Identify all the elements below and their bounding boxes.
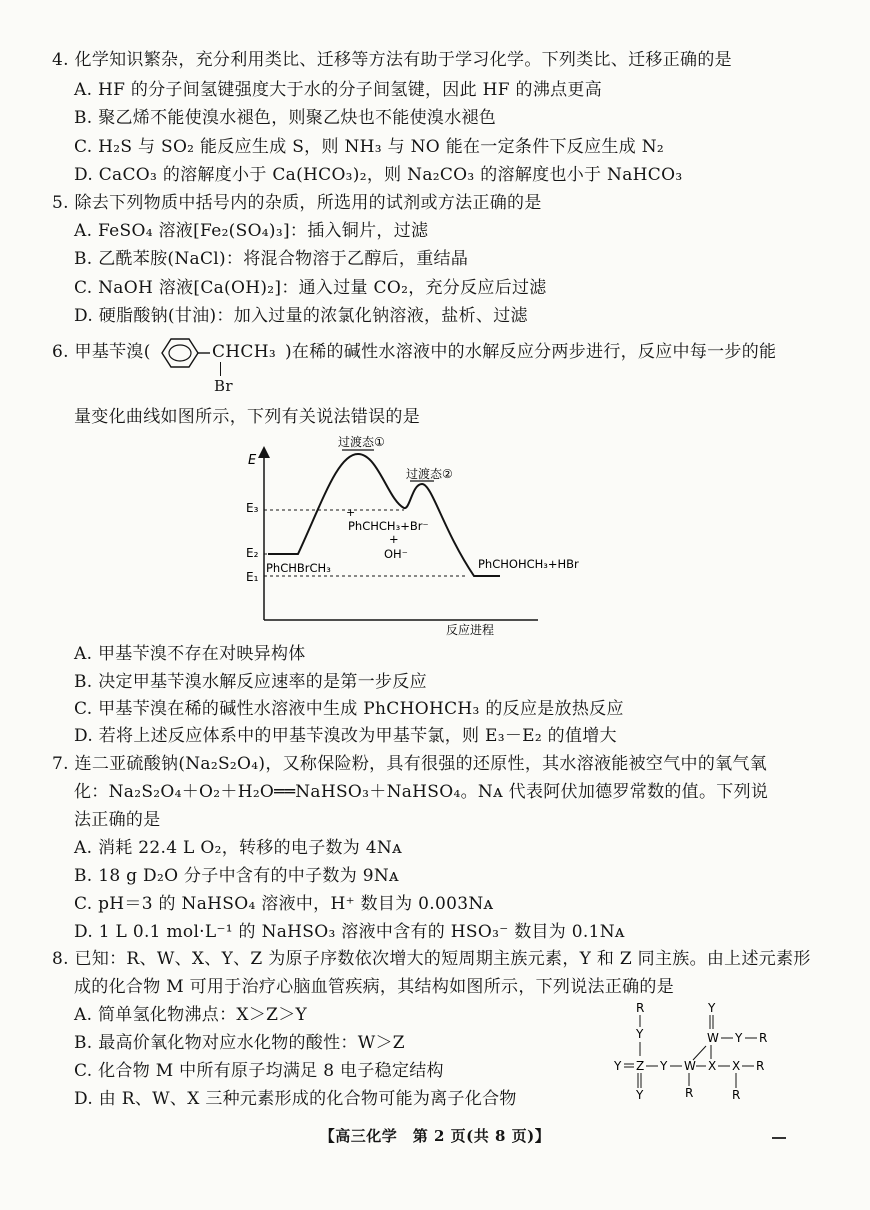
- q8-option-b: B. 最高价氧化物对应水化物的酸性：W＞Z: [74, 1033, 405, 1053]
- q7-stem-1: 7. 连二亚硫酸钠(Na₂S₂O₄)，又称保险粉，具有很强的还原性，其水溶液能被空气中的氧气氧: [52, 754, 768, 774]
- q4-stem: 4. 化学知识繁杂，充分利用类比、迁移等方法有助于学习化学。下列类比、迁移正确的是: [52, 50, 732, 70]
- q6-option-a: A. 甲基苄溴不存在对映异构体: [74, 644, 306, 664]
- q5-option-c: C. NaOH 溶液[Ca(OH)₂]：通入过量 CO₂，充分反应后过滤: [74, 278, 547, 298]
- q6-formula-br: Br: [214, 377, 233, 395]
- atom-w-chain: W: [684, 1059, 696, 1073]
- q6-option-c: C. 甲基苄溴在稀的碱性水溶液中生成 PhCHOHCH₃ 的反应是放热反应: [74, 699, 624, 719]
- q6-option-d: D. 若将上述反应体系中的甲基苄溴改为甲基苄氯，则 E₃－E₂ 的值增大: [74, 726, 617, 746]
- q5-option-d: D. 硬脂酸钠(甘油)：加入过量的浓氯化钠溶液，盐析、过滤: [74, 306, 528, 326]
- level-e3: E₃: [246, 501, 259, 515]
- hydroxide-label: OH⁻: [384, 547, 408, 561]
- intermediate-plus: +: [389, 532, 399, 546]
- level-e1: E₁: [246, 570, 259, 584]
- y-axis-label: E: [248, 453, 257, 468]
- q4-option-a: A. HF 的分子间氢键强度大于水的分子间氢键，因此 HF 的沸点更高: [74, 80, 603, 100]
- page-footer: 【高三化学 第 2 页(共 8 页)】: [319, 1127, 551, 1145]
- product-label: PhCHOHCH₃+HBr: [478, 557, 579, 571]
- x-axis-label: 反应进程: [446, 623, 495, 637]
- atom-y-chain: Y: [660, 1059, 668, 1073]
- atom-x-chain-1: X: [708, 1059, 717, 1073]
- level-e2: E₂: [246, 546, 259, 560]
- q8-option-a: A. 简单氢化物沸点：X＞Z＞Y: [74, 1005, 308, 1025]
- q8-option-d: D. 由 R、W、X 三种元素形成的化合物可能为离子化合物: [74, 1089, 517, 1109]
- q7-option-a: A. 消耗 22.4 L O₂，转移的电子数为 4Nᴀ: [74, 838, 402, 858]
- q5-option-b: B. 乙酰苯胺(NaCl)：将混合物溶于乙醇后，重结晶: [74, 249, 469, 269]
- q8-stem-2: 成的化合物 M 可用于治疗心脑血管疾病，其结构如图所示，下列说法正确的是: [74, 977, 675, 997]
- q6-stem-start: 6. 甲基苄溴(: [52, 342, 151, 362]
- q6-stem-end: 量变化曲线如图所示，下列有关说法错误的是: [74, 407, 420, 427]
- q4-option-b: B. 聚乙烯不能使溴水褪色，则聚乙炔也不能使溴水褪色: [74, 108, 497, 128]
- intermediate-label: PhCHCH₃+Br⁻: [348, 519, 429, 533]
- q4-option-c: C. H₂S 与 SO₂ 能反应生成 S，则 NH₃ 与 NO 能在一定条件下反应生成 N₂: [74, 137, 664, 157]
- ts1-label: 过渡态①: [338, 435, 385, 449]
- q7-option-c: C. pH＝3 的 NaHSO₄ 溶液中，H⁺ 数目为 0.003Nᴀ: [74, 894, 494, 914]
- atom-w-upper: W: [707, 1031, 719, 1045]
- q7-stem-2: 化：Na₂S₂O₄＋O₂＋H₂O══NaHSO₃＋NaHSO₄。Nᴀ 代表阿伏加德罗常数的值。下列说: [74, 782, 769, 802]
- atom-r-top-left: R: [636, 1001, 645, 1015]
- q4-option-d: D. CaCO₃ 的溶解度小于 Ca(HCO₃)₂，则 Na₂CO₃ 的溶解度也小于 NaHCO₃: [74, 165, 683, 185]
- atom-x-chain-2: X: [732, 1059, 741, 1073]
- atom-r-bottom-1: R: [685, 1086, 694, 1100]
- q6-option-b: B. 决定甲基苄溴水解反应速率的是第一步反应: [74, 672, 427, 692]
- q5-option-a: A. FeSO₄ 溶液[Fe₂(SO₄)₃]：插入铜片，过滤: [74, 221, 429, 241]
- atom-y-side: Y: [735, 1031, 743, 1045]
- compound-m-structure: [600, 1000, 780, 1104]
- atom-z: Z: [636, 1059, 645, 1073]
- q7-option-b: B. 18 g D₂O 分子中含有的中子数为 9Nᴀ: [74, 866, 399, 886]
- reactant-label: PhCHBrCH₃: [266, 561, 331, 575]
- atom-r-right: R: [756, 1059, 765, 1073]
- q6-formula-group: CHCH₃: [212, 342, 276, 362]
- ts2-label: 过渡态②: [406, 467, 453, 481]
- q6-stem-middle: )在稀的碱性水溶液中的水解反应分两步进行，反应中每一步的能: [285, 342, 777, 362]
- q8-option-c: C. 化合物 M 中所有原子均满足 8 电子稳定结构: [74, 1061, 444, 1081]
- q5-stem: 5. 除去下列物质中括号内的杂质，所选用的试剂或方法正确的是: [52, 193, 542, 213]
- q7-stem-3: 法正确的是: [74, 810, 161, 830]
- atom-r-side: R: [759, 1031, 768, 1045]
- corner-mark: [772, 1137, 786, 1139]
- carbocation-plus: +: [346, 506, 356, 519]
- atom-r-bottom-2: R: [732, 1088, 741, 1102]
- atom-y-left: Y: [614, 1059, 622, 1073]
- q7-option-d: D. 1 L 0.1 mol·L⁻¹ 的 NaHSO₃ 溶液中含有的 HSO₃⁻ 数目为 0.1Nᴀ: [74, 922, 625, 942]
- energy-diagram: [238, 430, 618, 640]
- q8-stem-1: 8. 已知：R、W、X、Y、Z 为原子序数依次增大的短周期主族元素，Y 和 Z 同主族。由上述元素形: [52, 949, 811, 969]
- benzene-ring-icon: [152, 335, 212, 371]
- atom-y-upper: Y: [636, 1027, 644, 1041]
- atom-y-bottom: Y: [636, 1088, 644, 1102]
- atom-y-top-right: Y: [708, 1001, 716, 1015]
